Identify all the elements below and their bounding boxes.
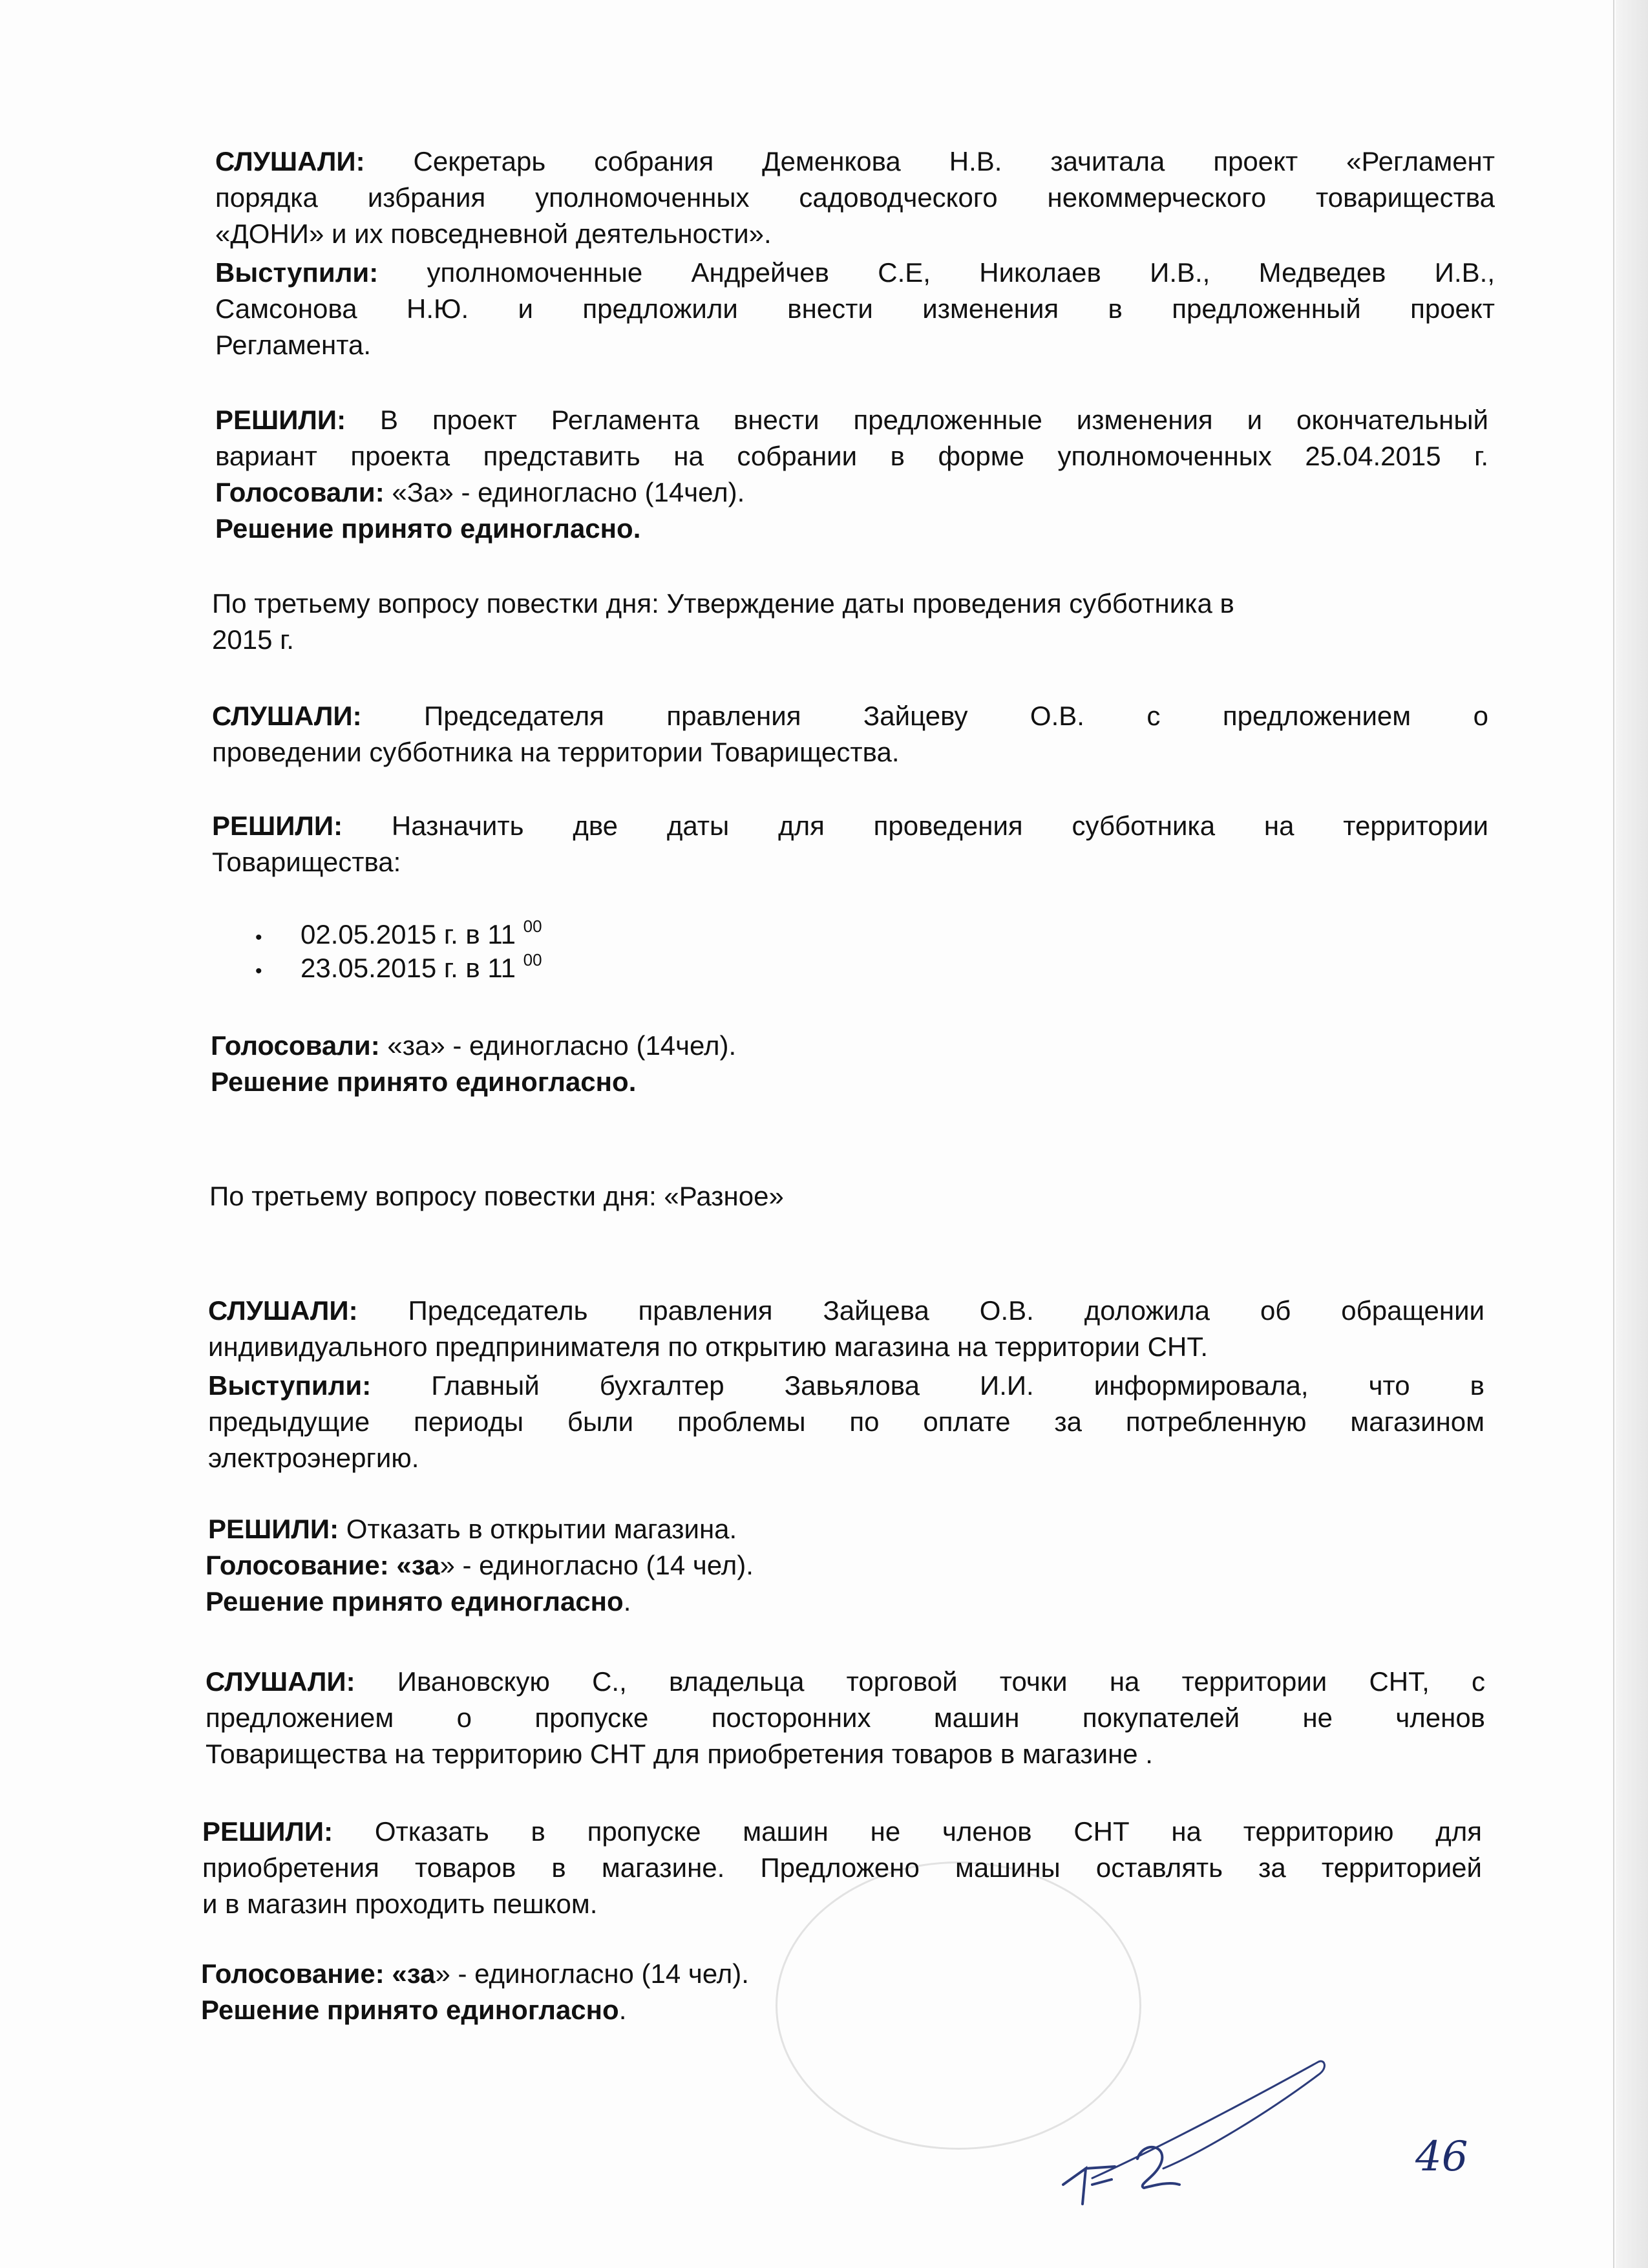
heard2-line2: проведении субботника на территории Товарищества. (212, 737, 900, 767)
spoke1-line1: Выступили: уполномоченные Андрейчев С.Е, Николаев И.В., Медведев И.В., (215, 257, 1495, 288)
result4: Решение принято единогласно. (201, 1995, 627, 2025)
heard1-line3: «ДОНИ» и их повседневной деятельности». (215, 218, 772, 249)
heard1-line2: порядка избрания уполномоченных садоводческого некоммерческого товарищества (215, 182, 1495, 213)
handwritten-signature (1047, 2055, 1383, 2210)
heard4-line2: предложением о пропуске посторонних машин покупателей не членов (206, 1702, 1485, 1733)
decided2-line2: Товарищества: (212, 847, 401, 877)
decided4-line1: РЕШИЛИ: Отказать в пропуске машин не членов СНТ на территорию для (202, 1816, 1482, 1847)
decided1-line1: РЕШИЛИ: В проект Регламента внести предложенные изменения и окончательный (215, 405, 1488, 435)
result3: Решение принято единогласно. (206, 1586, 631, 1616)
date-item-1: • 02.05.2015 г. в 11 $^{00}$ (255, 917, 542, 949)
page-edge-shadow (1616, 0, 1648, 2268)
q3-line2: 2015 г. (212, 624, 294, 655)
date-item-2: • 23.05.2015 г. в 11 $^{00}$ (255, 950, 542, 983)
vote1: Голосовали: «За» - единогласно (14чел). (215, 477, 745, 507)
heard3-line2: индивидуального предпринимателя по открытию магазина на территории СНТ. (208, 1331, 1208, 1362)
page-number: 46 (1415, 2133, 1468, 2181)
heard1-line1: СЛУШАЛИ: Секретарь собрания Деменкова Н.В. зачитала проект «Регламент (215, 146, 1495, 176)
decided4-line3: и в магазин проходить пешком. (202, 1889, 598, 1919)
result1: Решение принято единогласно. (215, 513, 641, 544)
result2: Решение принято единогласно. (211, 1066, 637, 1097)
spoke3-line2: предыдущие периоды были проблемы по оплате за потребленную магазином (208, 1406, 1484, 1437)
vote2: Голосовали: «за» - единогласно (14чел). (211, 1030, 737, 1061)
vote3: Голосование: «за» - единогласно (14 чел). (206, 1550, 754, 1580)
spoke3-line3: электроэнергию. (208, 1443, 419, 1473)
q3-line1: По третьему вопросу повестки дня: Утверждение даты проведения субботника в (212, 588, 1234, 619)
decided4-line2: приобретения товаров в магазине. Предложено машины оставлять за территорией (202, 1852, 1482, 1883)
heard3-line1: СЛУШАЛИ: Председатель правления Зайцева О.В. доложила об обращении (208, 1295, 1484, 1326)
spoke3-line1: Выступили: Главный бухгалтер Завьялова И.И. информировала, что в (208, 1370, 1484, 1401)
heard2-line1: СЛУШАЛИ: Председателя правления Зайцеву О.В. с предложением о (212, 701, 1488, 731)
heard4-line3: Товарищества на территорию СНТ для приобретения товаров в магазине . (206, 1739, 1153, 1769)
vote4: Голосование: «за» - единогласно (14 чел). (201, 1958, 749, 1989)
page-edge-line (1613, 0, 1614, 2268)
spoke1-line3: Регламента. (215, 330, 372, 360)
decided2-line1: РЕШИЛИ: Назначить две даты для проведения субботника на территории (212, 811, 1488, 841)
decided3: РЕШИЛИ: Отказать в открытии магазина. (208, 1514, 737, 1544)
q-misc: По третьему вопросу повестки дня: «Разное» (209, 1181, 784, 1211)
spoke1-line2: Самсонова Н.Ю. и предложили внести изменения в предложенный проект (215, 293, 1495, 324)
decided1-line2: вариант проекта представить на собрании в форме уполномоченных 25.04.2015 г. (215, 441, 1488, 471)
heard4-line1: СЛУШАЛИ: Ивановскую С., владельца торговой точки на территории СНТ, с (206, 1666, 1485, 1697)
